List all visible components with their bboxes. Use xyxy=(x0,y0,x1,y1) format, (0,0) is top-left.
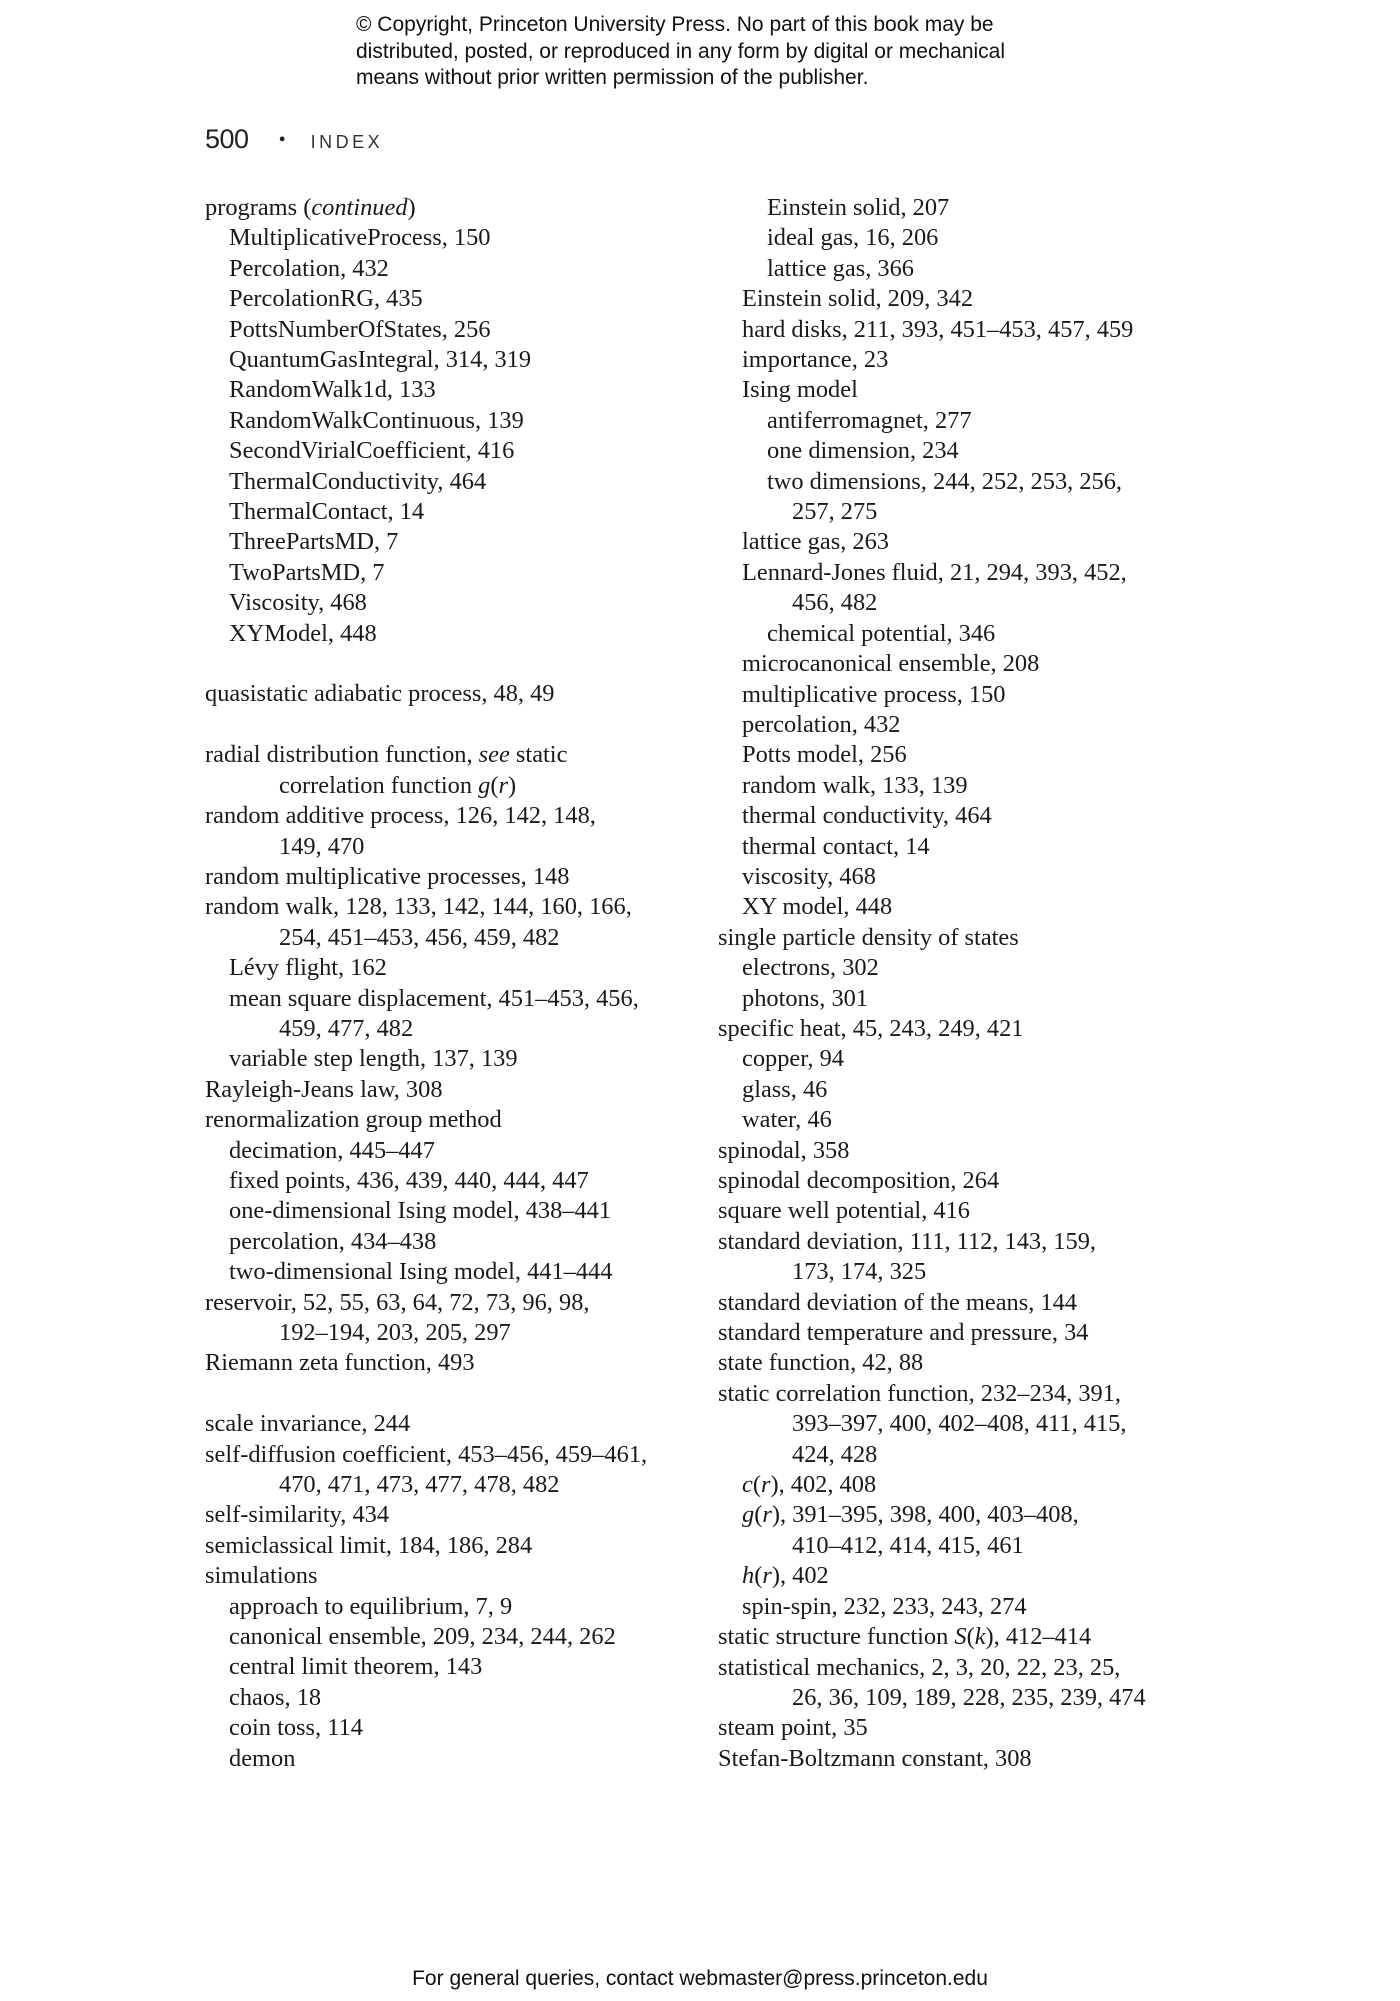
index-entry: Stefan-Boltzmann constant, 308 xyxy=(718,1744,1032,1772)
index-entry: percolation, 434–438 xyxy=(229,1227,437,1255)
index-entry: coin toss, 114 xyxy=(229,1714,363,1742)
index-entry: demon xyxy=(229,1744,296,1772)
index-entry: PercolationRG, 435 xyxy=(229,285,423,313)
index-entry: PottsNumberOfStates, 256 xyxy=(229,315,491,343)
index-entry: approach to equilibrium, 7, 9 xyxy=(229,1592,513,1620)
index-entry: chemical potential, 346 xyxy=(767,619,996,647)
index-entry: SecondVirialCoefficient, 416 xyxy=(229,437,515,465)
index-entry: electrons, 302 xyxy=(742,954,879,982)
index-entry: random additive process, 126, 142, 148, xyxy=(205,802,596,830)
index-entry: XYModel, 448 xyxy=(229,619,377,647)
index-entry: spinodal decomposition, 264 xyxy=(718,1167,1000,1194)
index-entry-continuation: 26, 36, 109, 189, 228, 235, 239, 474 xyxy=(792,1683,1146,1711)
index-entry: g(r), 391–395, 398, 400, 403–408, xyxy=(742,1501,1079,1529)
index-entry: photons, 301 xyxy=(742,984,869,1012)
index-entry: RandomWalk1d, 133 xyxy=(229,376,436,404)
index-entry: thermal contact, 14 xyxy=(742,832,930,860)
copyright-line: means without prior written permission of the publisher. xyxy=(356,66,869,89)
index-entry-continuation: 393–397, 400, 402–408, 411, 415, xyxy=(792,1410,1127,1438)
index-entry: antiferromagnet, 277 xyxy=(767,406,972,434)
index-column-right xyxy=(718,193,1238,1774)
index-entry-continuation: 173, 174, 325 xyxy=(792,1258,927,1286)
section-label: INDEX xyxy=(310,132,384,152)
index-entry: single particle density of states xyxy=(718,923,1019,951)
index-entry: TwoPartsMD, 7 xyxy=(229,558,385,586)
index-entry: glass, 46 xyxy=(742,1075,828,1103)
index-entry: one-dimensional Ising model, 438–441 xyxy=(229,1197,612,1225)
index-entry: ThermalConductivity, 464 xyxy=(229,467,487,495)
index-entry: semiclassical limit, 184, 186, 284 xyxy=(205,1531,533,1559)
page-number: 500 xyxy=(205,124,249,154)
index-entry: spinodal, 358 xyxy=(718,1136,850,1164)
index-entry-continuation: 192–194, 203, 205, 297 xyxy=(279,1319,511,1346)
index-entry: lattice gas, 366 xyxy=(767,254,914,282)
index-entry-continuation: 257, 275 xyxy=(792,498,878,526)
index-entry: percolation, 432 xyxy=(742,710,901,738)
index-entry: steam point, 35 xyxy=(718,1714,868,1742)
index-entry: lattice gas, 263 xyxy=(742,528,889,556)
copyright-notice xyxy=(356,12,1116,92)
index-entry: RandomWalkContinuous, 139 xyxy=(229,406,524,434)
index-entry: renormalization group method xyxy=(205,1106,502,1134)
index-entry: water, 46 xyxy=(742,1106,832,1134)
index-entry-continuation: 456, 482 xyxy=(792,589,878,617)
index-entry: central limit theorem, 143 xyxy=(229,1653,483,1681)
index-entry: square well potential, 416 xyxy=(718,1197,970,1225)
index-entry: Viscosity, 468 xyxy=(229,589,367,617)
index-entry: QuantumGasIntegral, 314, 319 xyxy=(229,346,532,374)
index-entry: one dimension, 234 xyxy=(767,437,959,465)
index-entry: decimation, 445–447 xyxy=(229,1136,435,1164)
index-entry: h(r), 402 xyxy=(742,1562,829,1590)
index-entry-continuation: 410–412, 414, 415, 461 xyxy=(792,1531,1024,1559)
index-column-left xyxy=(205,193,715,1774)
index-entry: mean square displacement, 451–453, 456, xyxy=(229,984,639,1012)
index-entry: XY model, 448 xyxy=(742,893,893,921)
index-entry: static structure function S(k), 412–414 xyxy=(718,1623,1092,1651)
index-entry-continuation: 254, 451–453, 456, 459, 482 xyxy=(279,923,560,951)
index-entry: ThreePartsMD, 7 xyxy=(229,528,399,556)
index-entry: MultiplicativeProcess, 150 xyxy=(229,224,491,252)
index-entry: specific heat, 45, 243, 249, 421 xyxy=(718,1014,1024,1042)
index-entry: Lennard-Jones fluid, 21, 294, 393, 452, xyxy=(742,558,1127,586)
index-entry: ideal gas, 16, 206 xyxy=(767,224,939,252)
index-entry: statistical mechanics, 2, 3, 20, 22, 23, 25, xyxy=(718,1653,1121,1681)
index-entry: canonical ensemble, 209, 234, 244, 262 xyxy=(229,1623,616,1651)
index-entry: viscosity, 468 xyxy=(742,862,876,890)
index-entry: static correlation function, 232–234, 391, xyxy=(718,1379,1122,1407)
index-entry-continuation: 149, 470 xyxy=(279,832,365,860)
index-entry: random walk, 128, 133, 142, 144, 160, 166, xyxy=(205,893,632,921)
index-entry: microcanonical ensemble, 208 xyxy=(742,650,1040,678)
footer-contact: For general queries, contact webmaster@press.princeton.edu xyxy=(412,1967,988,1990)
index-entry: self-similarity, 434 xyxy=(205,1501,390,1529)
index-entry: radial distribution function, see static xyxy=(205,741,568,769)
index-entry: quasistatic adiabatic process, 48, 49 xyxy=(205,680,555,708)
index-entry: standard deviation, 111, 112, 143, 159, xyxy=(718,1227,1096,1255)
index-entry-continuation: 470, 471, 473, 477, 478, 482 xyxy=(279,1471,560,1499)
index-entry: variable step length, 137, 139 xyxy=(229,1045,518,1073)
index-entry: copper, 94 xyxy=(742,1045,844,1073)
index-entry-continuation: 424, 428 xyxy=(792,1440,878,1468)
index-entry: chaos, 18 xyxy=(229,1683,322,1711)
index-entry: ThermalContact, 14 xyxy=(229,498,425,526)
index-entry: Rayleigh-Jeans law, 308 xyxy=(205,1075,443,1103)
index-entry: scale invariance, 244 xyxy=(205,1410,411,1438)
index-entry: simulations xyxy=(205,1562,318,1590)
index-entry: Percolation, 432 xyxy=(229,254,389,282)
index-entry: Ising model xyxy=(742,376,858,404)
index-entry: standard deviation of the means, 144 xyxy=(718,1288,1077,1316)
index-entry: Potts model, 256 xyxy=(742,741,907,769)
index-entry: Riemann zeta function, 493 xyxy=(205,1349,475,1377)
index-entry: state function, 42, 88 xyxy=(718,1349,924,1377)
index-entry: hard disks, 211, 393, 451–453, 457, 459 xyxy=(742,315,1134,343)
index-entry: two-dimensional Ising model, 441–444 xyxy=(229,1258,613,1286)
index-entry: standard temperature and pressure, 34 xyxy=(718,1319,1089,1347)
running-head xyxy=(205,124,383,160)
index-entry: Einstein solid, 207 xyxy=(767,194,950,221)
index-entry: fixed points, 436, 439, 440, 444, 447 xyxy=(229,1166,589,1194)
header-bullet: • xyxy=(278,129,286,151)
index-entry: self-diffusion coefficient, 453–456, 459–461, xyxy=(205,1440,648,1468)
copyright-line: distributed, posted, or reproduced in any form by digital or mechanical xyxy=(356,39,1006,63)
index-entry-continuation: 459, 477, 482 xyxy=(279,1014,414,1042)
index-entry: random multiplicative processes, 148 xyxy=(205,862,570,890)
index-entry: programs (continued) xyxy=(205,194,416,221)
index-entry: multiplicative process, 150 xyxy=(742,680,1006,708)
index-entry: two dimensions, 244, 252, 253, 256, xyxy=(767,467,1123,495)
index-entry-continuation: correlation function g(r) xyxy=(279,771,517,799)
index-entry: spin-spin, 232, 233, 243, 274 xyxy=(742,1592,1027,1620)
index-entry: thermal conductivity, 464 xyxy=(742,802,992,830)
index-entry: c(r), 402, 408 xyxy=(742,1471,877,1499)
index-entry: Einstein solid, 209, 342 xyxy=(742,285,974,313)
index-entry: random walk, 133, 139 xyxy=(742,771,968,799)
index-entry: Lévy flight, 162 xyxy=(229,954,387,982)
index-entry: reservoir, 52, 55, 63, 64, 72, 73, 96, 98, xyxy=(205,1288,590,1316)
index-entry: importance, 23 xyxy=(742,346,889,374)
copyright-line: © Copyright, Princeton University Press. No part of this book may be xyxy=(356,13,994,36)
